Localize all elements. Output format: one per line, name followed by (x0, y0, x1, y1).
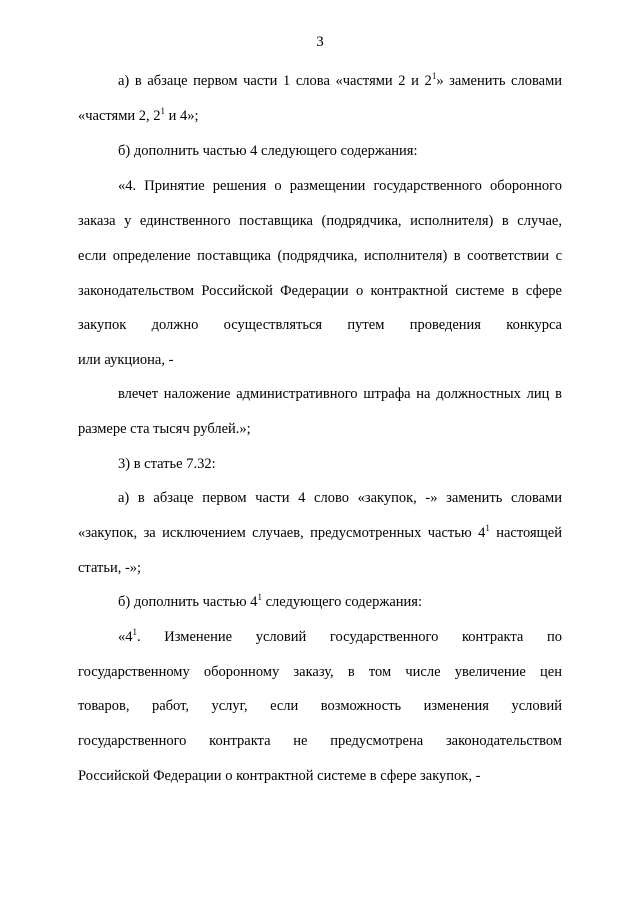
text-line: законодательством Российской Федерации о контрактной системе в сфере (78, 283, 562, 299)
text-line: «4. Принятие решения о размещении государственного оборонного (118, 178, 562, 194)
text-line: а) в абзаце первом части 4 слово «закупок, -» заменить словами (118, 490, 562, 506)
text-line: или аукциона, - (78, 352, 174, 368)
text-line: а) в абзаце первом части 1 слова «частями 2 и $2^1$» заменить словами (118, 71, 562, 89)
text-line: размере ста тысяч рублей.»; (78, 421, 251, 437)
text-line: 3) в статье 7.32: (118, 456, 216, 472)
text-line: б) дополнить частью $4^1$ следующего содержания: (118, 592, 423, 610)
text-line: статьи, -»; (78, 560, 142, 576)
text-line: государственному оборонному заказу, в том числе увеличение цен (78, 664, 562, 680)
text-line: Российской Федерации о контрактной системе в сфере закупок, - (78, 768, 481, 784)
text-line: закупок должно осуществляться путем проведения конкурса (78, 317, 562, 333)
page-number: 3 (316, 34, 324, 50)
text-line: «закупок, за исключением случаев, предусмотренных частью $4^1$ настоящей (78, 523, 562, 541)
text-line: «частями 2, $2^1$ и 4»; (78, 106, 199, 124)
text-line: государственного контракта не предусмотрена законодательством (78, 733, 562, 749)
text-line: товаров, работ, услуг, если возможность изменения условий (78, 698, 562, 714)
text-line: влечет наложение административного штрафа на должностных лиц в (118, 386, 562, 402)
text-line: если определение поставщика (подрядчика, исполнителя) в соответствии с (78, 248, 562, 264)
text-line: заказа у единственного поставщика (подрядчика, исполнителя) в случае, (78, 213, 562, 229)
text-line: «$4^1$. Изменение условий государственного контракта по (118, 627, 562, 645)
text-line: б) дополнить частью 4 следующего содержания: (118, 143, 418, 159)
